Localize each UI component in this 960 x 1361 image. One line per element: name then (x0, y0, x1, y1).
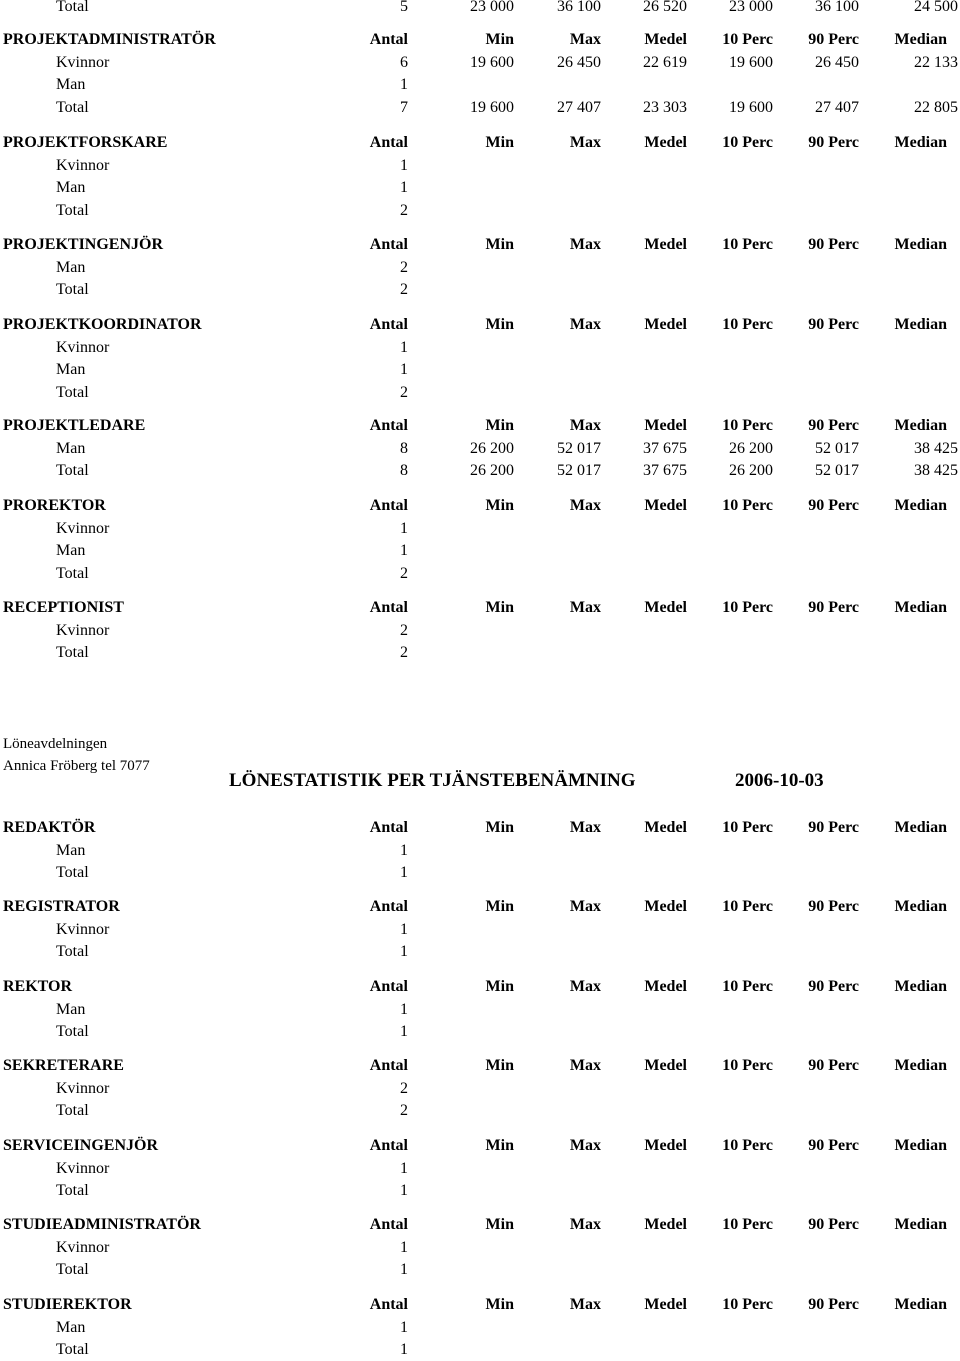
column-header-max: Max (569, 1216, 601, 1233)
column-header-perc90: 90 Perc (808, 134, 859, 151)
row-label: Total (56, 0, 89, 15)
perc90-value: 26 450 (815, 54, 859, 71)
antal-value: 1 (400, 921, 408, 938)
column-header-perc90: 90 Perc (808, 316, 859, 333)
column-header-perc10: 10 Perc (722, 1057, 773, 1074)
antal-value: 1 (400, 1023, 408, 1040)
section-header (0, 896, 960, 918)
column-header-perc10: 10 Perc (722, 497, 773, 514)
row-label: Total (56, 1341, 89, 1358)
column-header-antal: Antal (369, 1296, 408, 1313)
antal-value: 1 (400, 339, 408, 356)
column-header-perc10: 10 Perc (722, 599, 773, 616)
department-name: Löneavdelningen (3, 736, 108, 752)
column-header-medel: Medel (644, 316, 687, 333)
column-header-medel: Medel (644, 1216, 687, 1233)
column-header-perc90: 90 Perc (808, 978, 859, 995)
column-header-perc10: 10 Perc (722, 1296, 773, 1313)
antal-value: 1 (400, 76, 408, 93)
job-title: PROJEKTFORSKARE (3, 134, 168, 151)
table-row (0, 337, 960, 359)
section-header (0, 495, 960, 517)
column-header-min: Min (485, 1057, 514, 1074)
column-header-perc90: 90 Perc (808, 599, 859, 616)
table-row (0, 74, 960, 96)
column-header-medel: Medel (644, 1137, 687, 1154)
column-header-perc90: 90 Perc (808, 417, 859, 434)
job-title: REGISTRATOR (3, 898, 120, 915)
column-header-median: Median (894, 1057, 947, 1074)
row-label: Total (56, 281, 89, 298)
column-header-perc90: 90 Perc (808, 1216, 859, 1233)
column-header-perc90: 90 Perc (808, 1057, 859, 1074)
column-header-antal: Antal (369, 1057, 408, 1074)
column-header-min: Min (485, 599, 514, 616)
column-header-median: Median (894, 978, 947, 995)
column-header-perc90: 90 Perc (808, 819, 859, 836)
column-header-max: Max (569, 898, 601, 915)
section-header (0, 1214, 960, 1236)
antal-value: 2 (400, 202, 408, 219)
column-header-perc90: 90 Perc (808, 898, 859, 915)
column-header-median: Median (894, 316, 947, 333)
job-title: PROJEKTINGENJÖR (3, 236, 164, 253)
job-title: RECEPTIONIST (3, 599, 124, 616)
antal-value: 6 (400, 54, 408, 71)
table-row (0, 1259, 960, 1281)
antal-value: 2 (400, 1080, 408, 1097)
column-header-medel: Medel (644, 1296, 687, 1313)
perc10-value: 26 200 (729, 440, 773, 457)
table-row (0, 620, 960, 642)
column-header-max: Max (569, 417, 601, 434)
row-label: Kvinnor (56, 921, 110, 938)
section-header (0, 234, 960, 256)
row-label: Kvinnor (56, 1080, 110, 1097)
section-header (0, 1135, 960, 1157)
job-title: REKTOR (3, 978, 73, 995)
column-header-perc90: 90 Perc (808, 236, 859, 253)
column-header-perc10: 10 Perc (722, 134, 773, 151)
column-header-max: Max (569, 1057, 601, 1074)
row-label: Kvinnor (56, 54, 110, 71)
column-header-median: Median (894, 819, 947, 836)
row-label: Total (56, 1182, 89, 1199)
column-header-max: Max (569, 497, 601, 514)
column-header-medel: Medel (644, 31, 687, 48)
column-header-min: Min (485, 236, 514, 253)
column-header-median: Median (894, 31, 947, 48)
section-header (0, 29, 960, 51)
row-label: Man (56, 259, 86, 276)
max-value: 36 100 (557, 0, 601, 15)
antal-value: 1 (400, 943, 408, 960)
antal-value: 1 (400, 1001, 408, 1018)
column-header-antal: Antal (369, 236, 408, 253)
antal-value: 1 (400, 520, 408, 537)
page-title: LÖNESTATISTIK PER TJÄNSTEBENÄMNING (229, 770, 636, 791)
row-label: Kvinnor (56, 1160, 110, 1177)
antal-value: 1 (400, 157, 408, 174)
perc10-value: 19 600 (729, 99, 773, 116)
row-label: Kvinnor (56, 622, 110, 639)
row-label: Total (56, 644, 89, 661)
column-header-medel: Medel (644, 236, 687, 253)
row-label: Man (56, 1319, 86, 1336)
row-label: Total (56, 99, 89, 116)
median-value: 38 425 (914, 440, 958, 457)
table-row (0, 460, 960, 482)
min-value: 23 000 (470, 0, 514, 15)
column-header-medel: Medel (644, 599, 687, 616)
column-header-median: Median (894, 599, 947, 616)
medel-value: 37 675 (643, 440, 687, 457)
column-header-perc10: 10 Perc (722, 1216, 773, 1233)
perc90-value: 52 017 (815, 440, 859, 457)
row-label: Kvinnor (56, 339, 110, 356)
column-header-min: Min (485, 819, 514, 836)
column-header-medel: Medel (644, 1057, 687, 1074)
column-header-min: Min (485, 134, 514, 151)
row-label: Man (56, 842, 86, 859)
column-header-perc10: 10 Perc (722, 978, 773, 995)
antal-value: 8 (400, 462, 408, 479)
table-row (0, 941, 960, 963)
column-header-perc90: 90 Perc (808, 31, 859, 48)
row-label: Total (56, 864, 89, 881)
antal-value: 2 (400, 1102, 408, 1119)
job-title: PROJEKTKOORDINATOR (3, 316, 202, 333)
column-header-median: Median (894, 1216, 947, 1233)
column-header-median: Median (894, 134, 947, 151)
column-header-antal: Antal (369, 978, 408, 995)
column-header-min: Min (485, 1296, 514, 1313)
column-header-min: Min (485, 497, 514, 514)
column-header-medel: Medel (644, 497, 687, 514)
column-header-antal: Antal (369, 1137, 408, 1154)
column-header-median: Median (894, 898, 947, 915)
medel-value: 37 675 (643, 462, 687, 479)
column-header-min: Min (485, 978, 514, 995)
antal-value: 2 (400, 281, 408, 298)
column-header-perc90: 90 Perc (808, 1296, 859, 1313)
column-header-min: Min (485, 316, 514, 333)
antal-value: 2 (400, 565, 408, 582)
table-row (0, 438, 960, 460)
table-row (0, 177, 960, 199)
job-title: STUDIEADMINISTRATÖR (3, 1216, 201, 1233)
antal-value: 2 (400, 259, 408, 276)
antal-value: 1 (400, 1319, 408, 1336)
section-header (0, 817, 960, 839)
job-title: REDAKTÖR (3, 819, 96, 836)
job-title: PROJEKTLEDARE (3, 417, 146, 434)
table-row (0, 563, 960, 585)
table-row (0, 1078, 960, 1100)
medel-value: 26 520 (643, 0, 687, 15)
row-label: Kvinnor (56, 157, 110, 174)
column-header-medel: Medel (644, 819, 687, 836)
table-row (0, 359, 960, 381)
antal-value: 2 (400, 622, 408, 639)
antal-value: 1 (400, 864, 408, 881)
median-value: 22 805 (914, 99, 958, 116)
column-header-antal: Antal (369, 31, 408, 48)
section-header (0, 976, 960, 998)
perc10-value: 26 200 (729, 462, 773, 479)
contact-info: Annica Fröberg tel 7077 (3, 758, 150, 774)
table-row (0, 97, 960, 119)
median-value: 24 500 (914, 0, 958, 15)
row-label: Total (56, 565, 89, 582)
row-label: Total (56, 1023, 89, 1040)
table-row (0, 642, 960, 664)
job-title: SERVICEINGENJÖR (3, 1137, 159, 1154)
column-header-perc90: 90 Perc (808, 497, 859, 514)
column-header-perc10: 10 Perc (722, 1137, 773, 1154)
column-header-perc10: 10 Perc (722, 316, 773, 333)
medel-value: 22 619 (643, 54, 687, 71)
table-row (0, 1317, 960, 1339)
table-row (0, 0, 960, 18)
antal-value: 1 (400, 1341, 408, 1358)
column-header-antal: Antal (369, 316, 408, 333)
row-label: Man (56, 179, 86, 196)
table-row (0, 1021, 960, 1043)
median-value: 38 425 (914, 462, 958, 479)
job-title: PROREKTOR (3, 497, 106, 514)
perc90-value: 52 017 (815, 462, 859, 479)
column-header-max: Max (569, 134, 601, 151)
column-header-max: Max (569, 599, 601, 616)
column-header-max: Max (569, 978, 601, 995)
row-label: Man (56, 1001, 86, 1018)
max-value: 52 017 (557, 462, 601, 479)
column-header-medel: Medel (644, 898, 687, 915)
row-label: Man (56, 361, 86, 378)
antal-value: 1 (400, 1182, 408, 1199)
min-value: 26 200 (470, 462, 514, 479)
column-header-medel: Medel (644, 978, 687, 995)
column-header-median: Median (894, 497, 947, 514)
column-header-median: Median (894, 236, 947, 253)
antal-value: 1 (400, 542, 408, 559)
antal-value: 8 (400, 440, 408, 457)
antal-value: 1 (400, 1261, 408, 1278)
section-header (0, 132, 960, 154)
column-header-perc10: 10 Perc (722, 236, 773, 253)
perc10-value: 19 600 (729, 54, 773, 71)
antal-value: 1 (400, 1160, 408, 1177)
table-row (0, 862, 960, 884)
report-date: 2006-10-03 (735, 770, 824, 791)
column-header-max: Max (569, 316, 601, 333)
min-value: 19 600 (470, 54, 514, 71)
antal-value: 5 (400, 0, 408, 15)
table-row (0, 52, 960, 74)
min-value: 19 600 (470, 99, 514, 116)
section-header (0, 314, 960, 336)
column-header-perc90: 90 Perc (808, 1137, 859, 1154)
table-row (0, 1237, 960, 1259)
row-label: Kvinnor (56, 1239, 110, 1256)
job-title: PROJEKTADMINISTRATÖR (3, 31, 216, 48)
row-label: Man (56, 542, 86, 559)
row-label: Total (56, 384, 89, 401)
row-label: Total (56, 462, 89, 479)
column-header-max: Max (569, 1296, 601, 1313)
table-row (0, 1180, 960, 1202)
column-header-antal: Antal (369, 819, 408, 836)
table-row (0, 919, 960, 941)
antal-value: 1 (400, 842, 408, 859)
row-label: Total (56, 1261, 89, 1278)
section-header (0, 597, 960, 619)
table-row (0, 155, 960, 177)
column-header-perc10: 10 Perc (722, 898, 773, 915)
column-header-min: Min (485, 1137, 514, 1154)
table-row (0, 1100, 960, 1122)
antal-value: 1 (400, 361, 408, 378)
column-header-max: Max (569, 1137, 601, 1154)
antal-value: 1 (400, 179, 408, 196)
row-label: Kvinnor (56, 520, 110, 537)
column-header-max: Max (569, 819, 601, 836)
table-row (0, 540, 960, 562)
antal-value: 2 (400, 384, 408, 401)
table-row (0, 382, 960, 404)
perc90-value: 36 100 (815, 0, 859, 15)
column-header-max: Max (569, 31, 601, 48)
column-header-median: Median (894, 1137, 947, 1154)
min-value: 26 200 (470, 440, 514, 457)
column-header-median: Median (894, 417, 947, 434)
table-row (0, 279, 960, 301)
max-value: 26 450 (557, 54, 601, 71)
column-header-perc10: 10 Perc (722, 819, 773, 836)
section-header (0, 415, 960, 437)
antal-value: 1 (400, 1239, 408, 1256)
column-header-antal: Antal (369, 599, 408, 616)
table-row (0, 1158, 960, 1180)
column-header-perc10: 10 Perc (722, 31, 773, 48)
column-header-antal: Antal (369, 898, 408, 915)
column-header-min: Min (485, 31, 514, 48)
row-label: Total (56, 202, 89, 219)
job-title: SEKRETERARE (3, 1057, 124, 1074)
column-header-antal: Antal (369, 497, 408, 514)
column-header-medel: Medel (644, 417, 687, 434)
column-header-max: Max (569, 236, 601, 253)
column-header-antal: Antal (369, 1216, 408, 1233)
column-header-min: Min (485, 1216, 514, 1233)
row-label: Total (56, 1102, 89, 1119)
row-label: Man (56, 440, 86, 457)
table-row (0, 840, 960, 862)
perc90-value: 27 407 (815, 99, 859, 116)
section-header (0, 1055, 960, 1077)
column-header-antal: Antal (369, 417, 408, 434)
antal-value: 2 (400, 644, 408, 661)
page-header (0, 733, 960, 803)
table-row (0, 257, 960, 279)
table-row (0, 200, 960, 222)
perc10-value: 23 000 (729, 0, 773, 15)
table-row (0, 999, 960, 1021)
column-header-min: Min (485, 898, 514, 915)
column-header-median: Median (894, 1296, 947, 1313)
median-value: 22 133 (914, 54, 958, 71)
medel-value: 23 303 (643, 99, 687, 116)
column-header-min: Min (485, 417, 514, 434)
max-value: 27 407 (557, 99, 601, 116)
column-header-medel: Medel (644, 134, 687, 151)
antal-value: 7 (400, 99, 408, 116)
max-value: 52 017 (557, 440, 601, 457)
table-row (0, 518, 960, 540)
column-header-perc10: 10 Perc (722, 417, 773, 434)
job-title: STUDIEREKTOR (3, 1296, 132, 1313)
column-header-antal: Antal (369, 134, 408, 151)
section-header (0, 1294, 960, 1316)
row-label: Man (56, 76, 86, 93)
row-label: Total (56, 943, 89, 960)
